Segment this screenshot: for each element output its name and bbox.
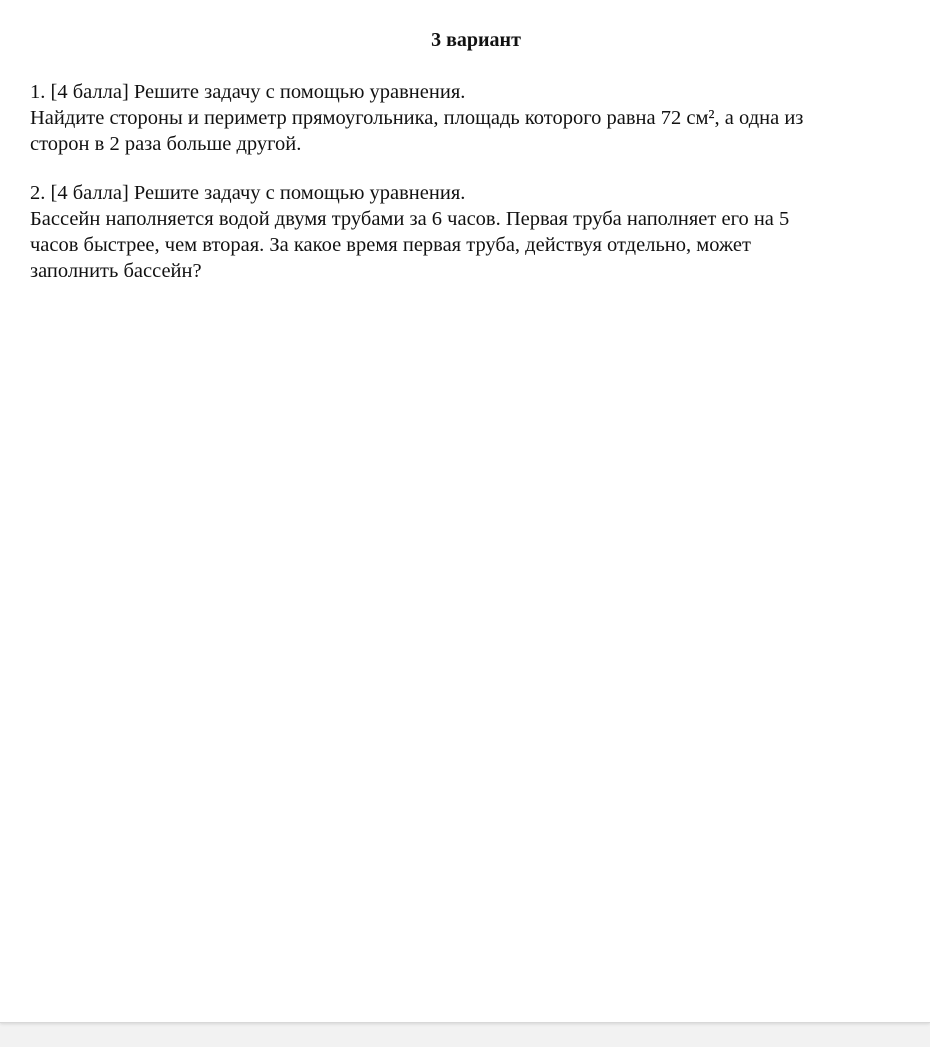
task-2-text-line: заполнить бассейн? — [30, 260, 202, 282]
task-1 — [30, 79, 920, 157]
task-2-text-line: Бассейн наполняется водой двумя трубами за 6 часов. Первая труба наполняет его на 5 — [30, 208, 790, 230]
task-1-heading: 1. [4 балла] Решите задачу с помощью уравнения. — [30, 81, 466, 103]
task-2 — [30, 180, 920, 284]
variant-title: 3 вариант — [431, 29, 521, 51]
task-2-heading: 2. [4 балла] Решите задачу с помощью уравнения. — [30, 182, 466, 204]
task-2-text-line: часов быстрее, чем вторая. За какое время первая труба, действуя отдельно, может — [30, 234, 751, 256]
task-1-text-line: Найдите стороны и периметр прямоугольника, площадь которого равна 72 см², а одна из — [30, 107, 804, 129]
clipped-previous-text — [28, 0, 288, 4]
task-1-text-line: сторон в 2 раза больше другой. — [30, 133, 302, 155]
